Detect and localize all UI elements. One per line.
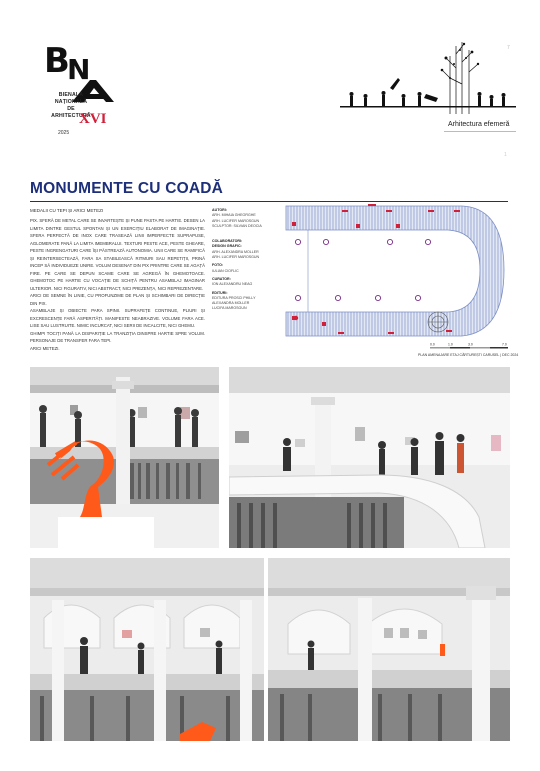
description-paragraph: ASAMBLAJE ȘI OBIECTE PARA SPINII. SUPRAFEȚE CONTINUE, PLIURI ȘI EXCRESCENȚE FARĂ ASPERITĂȚI. MANIFESTE NEABRAZIVE. VOLUME FARA ACE. LISE SAU LUSTRUITE. NIMIC INCURCAT, NICI SERII DE INCALCITE, NICI GHEMU.	[30, 308, 205, 328]
credits-heading: EDITURI:	[212, 290, 228, 295]
credits-name: ALEXANDRA MOLLER	[212, 301, 250, 306]
project-title: MONUMENTE CU COADĂ	[30, 180, 224, 197]
credits-group	[212, 208, 270, 229]
credits-group	[212, 277, 270, 288]
logo-line: BIENALA	[58, 92, 84, 98]
credits-heading: COLABORATORI:	[212, 239, 243, 244]
credits-name: ARH. LUCIFER MAROSGUN	[212, 255, 260, 260]
plan-caption: PLAN AMENAJARE ETAJ CĂRTUREȘTI CARUSEL | DEC 2024	[418, 353, 519, 357]
floor-plan-drawing	[278, 200, 510, 342]
credits-name: ARH. MIHAIA GHEORGHE	[212, 213, 256, 218]
scale-label: 0.0	[430, 342, 435, 347]
photo-sculpture-foreground	[30, 367, 219, 548]
credits-heading: DESIGN GRAFIC:	[212, 244, 242, 249]
credits-heading: FOTO:	[212, 263, 224, 268]
project-subtitle: MEDALII CU TEPI ȘI ARICI METEZI	[30, 208, 104, 213]
photo-arches-right	[268, 558, 510, 741]
credits-name: LUCIFA MAROSGUN	[212, 306, 247, 311]
credits-heading: CURATOR:	[212, 276, 231, 281]
scale-label: 3.0	[468, 342, 473, 347]
credits-name: ARH. LUCIFER MAROSGUN	[212, 218, 260, 223]
top-mark: 7	[507, 45, 510, 51]
logo-line: DE	[67, 106, 75, 112]
credits-name: ION ALEXANDRU NEAG	[212, 282, 253, 287]
description-paragraph: GHIMPI TOCIȚI PANĂ LA DISPARIȚIE LA TRANZIȚIA DINSPRE HARTIE SPRE VOLUM. PERSONAJE DE TRANSFER FARA TEPI.	[30, 330, 205, 343]
credits-column	[212, 208, 270, 312]
photo-balcony-curve	[229, 367, 510, 548]
logo-letter-b: B	[44, 41, 70, 81]
page-mark: 1	[504, 152, 507, 158]
logo-line: ARHITECTURĂ	[51, 113, 91, 119]
credits-name: SCULPTOR: SILVIAN DEOCIA	[212, 223, 262, 228]
logo-edition: XVI	[79, 111, 107, 127]
plan-scale-bar	[428, 341, 510, 350]
credits-group	[212, 291, 270, 312]
credits-name: ARH. ALEXANDRA MOLLER	[212, 249, 259, 254]
description-paragraph: ARICI DE SEMNE ÎN LINIE, CU PROFUNZIME DE PLAN ȘI SCHIMBARI DE DIRECȚIE DIN PIX.	[30, 293, 205, 306]
description-paragraph: PIX. SFERĂ DE METAL CARE SE INVARTEȘTE ȘI PUNE PASTA PE HARTIE. DESEN LA LIMITA DINTRE GESTUL SPONTAN ȘI UN EXERCIȚIU ELABORAT DE IMAGINAȚIE. SFERA PERFECTĂ DE INOX CARE TRASEAZĂ LINII IMPERFECTE SUPRAPUSE, AGLOMERATE PANĂ LA LIMITA IMEMBRALUI. TEXTURI PESTE ACE, PESTE GHEARE, PESTE INGRENGATURI CARE ÎȘI PĂSTREAZĂ AUTONOMIA. UNII CARE SE RAMIFICĂ ȘI REINTERSECTEAZĂ, FARA SA STABILEASCĂ RITMURI SAU REPETIȚII, PRINĂ INCEP SĂ INDIVIDUEZE UNIRE. VOLUM DESENAT DIN PIX PRINTRE CARE SE AGAȚĂ FIRE. PE CARE SE DEPUN SCAME CARE SE AGREGĂ ÎN GHEMOTOACE. GHEMOTOC PE HARTIE CU VOCAȚIE DE SCHIȚĂ PENTRU ASAMBLAJ IMAGINAR ULTERIOR. NICI FIGURATIV, NICI ABSTRACT, NICI PREZENȚA, NICI REPREZENTARE.	[30, 218, 205, 291]
credits-name: EDITURA PROSCI PHILLY	[212, 295, 256, 300]
credits-heading: AUTORI:	[212, 208, 227, 212]
logo-year: 2025	[58, 130, 70, 136]
scale-label: 1.0	[448, 342, 453, 347]
section-underline	[444, 131, 516, 132]
project-description	[30, 217, 205, 352]
ephemeral-architecture-illustration	[338, 38, 518, 116]
logo-line: NAȚIONALĂ	[54, 99, 88, 105]
scale-label: 7.0	[502, 342, 507, 347]
logo-letter-n: N	[67, 53, 91, 86]
credits-group	[212, 263, 270, 274]
credits-name: IULIAN CIOFLIC	[212, 268, 239, 273]
section-label: Arhitectura efemeră	[448, 121, 510, 128]
photo-arches-left	[30, 558, 264, 741]
description-paragraph: ARICI METEZI.	[30, 345, 60, 351]
credits-group	[212, 244, 270, 260]
